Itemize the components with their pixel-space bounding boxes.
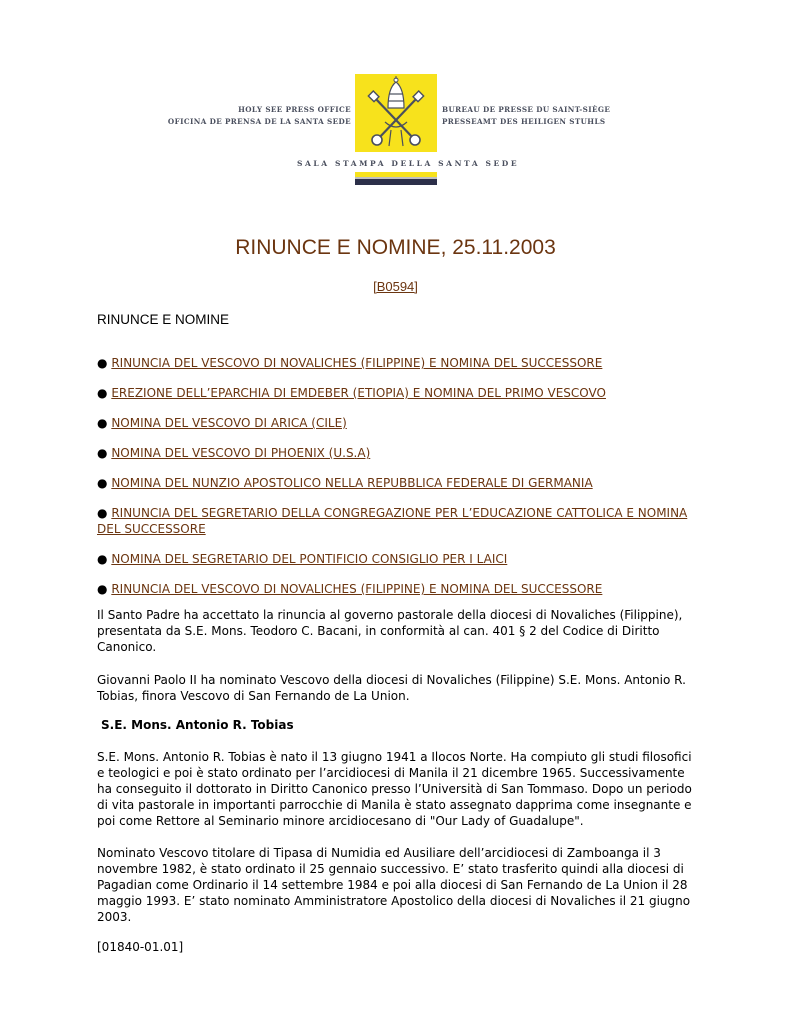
bulletin-code-link[interactable]: [B0594]	[373, 279, 418, 294]
paragraph-career: Nominato Vescovo titolare di Tipasa di Numidia ed Ausiliare dell’arcidiocesi di Zamboanga il 3 novembre 1982, è stato ordinato il 25 gennaio successivo. E’ stato trasferito quindi alla diocesi di Pagadian come Ordinario il 14 settembre 1984 e poi alla diocesi di San Fernando de La Union il 28 maggio 1993. E’ stato nominato Amministratore Apostolico della diocesi di Novaliches il 21 giugno 2003.	[97, 846, 691, 924]
bullet-icon: ●	[97, 552, 108, 566]
section-heading: RINUNCE E NOMINE	[97, 312, 230, 327]
toc-link[interactable]: NOMINA DEL VESCOVO DI ARICA (CILE)	[111, 416, 347, 430]
bullet-icon: ●	[97, 416, 108, 430]
toc-item	[97, 581, 697, 597]
toc-link[interactable]: RINUNCIA DEL VESCOVO DI NOVALICHES (FILIPPINE) E NOMINA DEL SUCCESSORE	[111, 582, 603, 596]
paragraph-appointment: Giovanni Paolo II ha nominato Vescovo della diocesi di Novaliches (Filippine) S.E. Mons. Antonio R. Tobias, finora Vescovo di San Fernando de La Union.	[97, 673, 686, 703]
toc-item	[97, 355, 697, 371]
sala-stampa-label: SALA STAMPA DELLA SANTA SEDE	[297, 159, 520, 168]
toc-link[interactable]: EREZIONE DELL’EPARCHIA DI EMDEBER (ETIOPIA) E NOMINA DEL PRIMO VESCOVO	[111, 386, 606, 400]
footer-code: [01840-01.01]	[97, 940, 184, 954]
bullet-icon: ●	[97, 506, 108, 520]
paragraph-biography: S.E. Mons. Antonio R. Tobias è nato il 13 giugno 1941 a Ilocos Norte. Ha compiuto gli studi filosofici e teologici e poi è stato ordinato per l’arcidiocesi di Manila il 21 dicembre 1965. Successivamente ha conseguito il dottorato in Diritto Canonico presso l’Università di San Tommaso. Dopo un periodo di vita pastorale in importanti parrocchie di Manila è stato assegnato dapprima come insegnante e poi come Rettore al Seminario minore arcidiocesano di "Our Lady of Guadalupe".	[97, 750, 692, 828]
toc-item	[97, 415, 697, 431]
bullet-icon: ●	[97, 356, 108, 370]
holy-see-emblem	[355, 74, 437, 152]
toc-link[interactable]: RINUNCIA DEL VESCOVO DI NOVALICHES (FILIPPINE) E NOMINA DEL SUCCESSORE	[111, 356, 603, 370]
bullet-icon: ●	[97, 446, 108, 460]
paragraph-resignation: Il Santo Padre ha accettato la rinuncia al governo pastorale della diocesi di Novaliches (Filippine), presentata da S.E. Mons. Teodoro C. Bacani, in conformità al can. 401 § 2 del Codice di Diritto Canonico.	[97, 608, 683, 654]
header-stripe-navy	[355, 179, 437, 185]
toc-item	[97, 385, 697, 401]
papal-keys-icon	[355, 74, 437, 152]
bullet-icon: ●	[97, 476, 108, 490]
press-office-header	[0, 0, 791, 200]
bio-heading: S.E. Mons. Antonio R. Tobias	[101, 718, 294, 732]
toc-item	[97, 475, 697, 491]
toc-link[interactable]: NOMINA DEL SEGRETARIO DEL PONTIFICIO CONSIGLIO PER I LAICI	[111, 552, 508, 566]
toc-link[interactable]: NOMINA DEL VESCOVO DI PHOENIX (U.S.A)	[111, 446, 371, 460]
page-title: RINUNCE E NOMINE, 25.11.2003	[235, 236, 556, 259]
header-right-line2: PRESSEAMT DES HEILIGEN STUHLS	[442, 117, 606, 126]
toc-item	[97, 445, 697, 461]
header-left-text	[168, 104, 351, 128]
header-left-line2: OFICINA DE PRENSA DE LA SANTA SEDE	[167, 117, 351, 126]
toc-item	[97, 551, 697, 567]
bullet-icon: ●	[97, 386, 108, 400]
bullet-icon: ●	[97, 582, 108, 596]
header-right-line1: BUREAU DE PRESSE DU SAINT-SIÈGE	[442, 105, 611, 114]
header-right-text	[442, 104, 610, 128]
toc-link[interactable]: RINUNCIA DEL SEGRETARIO DELLA CONGREGAZIONE PER L’EDUCAZIONE CATTOLICA E NOMINA DEL SUCCESSORE	[97, 506, 688, 536]
toc-link[interactable]: NOMINA DEL NUNZIO APOSTOLICO NELLA REPUBBLICA FEDERALE DI GERMANIA	[111, 476, 593, 490]
toc-item	[97, 505, 697, 537]
header-left-line1: HOLY SEE PRESS OFFICE	[238, 105, 351, 114]
toc-list	[97, 355, 697, 611]
